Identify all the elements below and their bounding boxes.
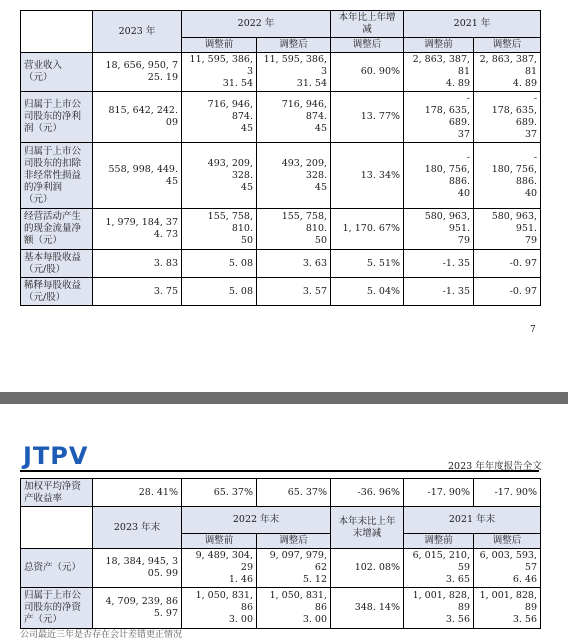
cell-2023: 3. 75 [93, 278, 182, 306]
cell-change: 348. 14% [331, 588, 404, 629]
row-label: 稀释每股收益 （元/股） [21, 278, 93, 306]
cell-2022-before: 493, 209, 328. 45 [182, 143, 257, 209]
corner-cell [21, 507, 93, 549]
header-change: 本年比上年增 减 [331, 11, 404, 38]
cell-2023: 18, 384, 945, 3 05. 99 [93, 549, 182, 588]
header-2021-after: 调整后 [474, 534, 541, 549]
cell-2022-before: 155, 758, 810. 50 [182, 209, 257, 250]
table-row [21, 250, 541, 278]
table-row [21, 53, 541, 92]
header-2021: 2021 年 [404, 11, 541, 38]
row-label: 归属于上市公 司股东的净资 产（元） [21, 588, 93, 629]
cell-change: 5. 04% [331, 278, 404, 306]
header-2021-before: 调整前 [404, 38, 474, 53]
header-2023: 2023 年 [93, 11, 182, 53]
cell-2021-before: 580, 963, 951. 79 [404, 209, 474, 250]
footnote-text: 公司最近三年是否存在会计差错更正情况 [20, 630, 183, 640]
row-label: 归属于上市公 司股东的扣除 非经常性损益 的净利润 （元） [21, 143, 93, 209]
key-financials-table [20, 10, 541, 306]
corner-cell [21, 11, 93, 53]
cell-2021-after: -0. 97 [474, 250, 541, 278]
cell-2023: 558, 998, 449. 45 [93, 143, 182, 209]
row-label: 营业收入 （元） [21, 53, 93, 92]
cell-2022-after: 3. 63 [257, 250, 331, 278]
page-number: 7 [530, 325, 536, 335]
header-change-after: 调整后 [331, 38, 404, 53]
company-logo [23, 442, 95, 470]
cell-2022-before: 11, 595, 386, 3 31. 54 [182, 53, 257, 92]
cell-2022-after: 3. 57 [257, 278, 331, 306]
cell-2023: 28. 41% [93, 479, 182, 507]
cell-2022-after: 11, 595, 386, 3 31. 54 [257, 53, 331, 92]
cell-2022-after: 155, 758, 810. 50 [257, 209, 331, 250]
header-2022-after: 调整后 [257, 534, 331, 549]
cell-2022-before: 5. 08 [182, 250, 257, 278]
row-label: 总资产（元） [21, 549, 93, 588]
cell-2021-after: - 178, 635, 689. 37 [474, 92, 541, 143]
header-2022-before: 调整前 [182, 534, 257, 549]
cell-2021-before: -17. 90% [404, 479, 474, 507]
cell-2021-after: 1, 001, 828, 89 3. 56 [474, 588, 541, 629]
cell-change: 60. 90% [331, 53, 404, 92]
cell-2022-before: 1, 050, 831, 86 3. 00 [182, 588, 257, 629]
cell-2023: 3. 83 [93, 250, 182, 278]
cell-change: 5. 51% [331, 250, 404, 278]
row-label: 基本每股收益 （元/股） [21, 250, 93, 278]
table-row [21, 209, 541, 250]
key-financials-table-continued [20, 478, 541, 629]
cell-2021-before: 6, 015, 210, 59 3. 65 [404, 549, 474, 588]
row-label: 归属于上市公 司股东的净利 润（元） [21, 92, 93, 143]
table-row [21, 479, 541, 507]
cell-change: -36. 96% [331, 479, 404, 507]
cell-2021-before: -1. 35 [404, 278, 474, 306]
cell-2022-after: 65. 37% [257, 479, 331, 507]
cell-2021-after: 6, 003, 593, 57 6. 46 [474, 549, 541, 588]
header-2021-end: 2021 年末 [404, 507, 541, 534]
cell-2021-before: - 180, 756, 886. 40 [404, 143, 474, 209]
logo-text: JTPV [23, 442, 89, 470]
header-2022-end: 2022 年末 [182, 507, 331, 534]
header-2023-end: 2023 年末 [93, 507, 182, 549]
cell-2021-after: 580, 963, 951. 79 [474, 209, 541, 250]
report-title: 2023 年年度报告全文 [448, 461, 542, 472]
cell-2022-after: 1, 050, 831, 86 3. 00 [257, 588, 331, 629]
cell-2022-before: 5. 08 [182, 278, 257, 306]
cell-2021-after: -0. 97 [474, 278, 541, 306]
cell-change: 13. 77% [331, 92, 404, 143]
cell-2021-after: -17. 90% [474, 479, 541, 507]
header-rule [20, 470, 539, 472]
cell-change: 1, 170. 67% [331, 209, 404, 250]
table-row [21, 278, 541, 306]
cell-2022-after: 9, 097, 979, 62 5. 12 [257, 549, 331, 588]
header-2022-before: 调整前 [182, 38, 257, 53]
cell-2021-before: 2, 863, 387, 81 4. 89 [404, 53, 474, 92]
cell-2021-before: - 178, 635, 689. 37 [404, 92, 474, 143]
cell-2021-before: -1. 35 [404, 250, 474, 278]
cell-2023: 1, 979, 184, 37 4. 73 [93, 209, 182, 250]
cell-2022-after: 716, 946, 874. 45 [257, 92, 331, 143]
cell-2023: 815, 642, 242. 09 [93, 92, 182, 143]
cell-2022-before: 9, 489, 304, 29 1. 46 [182, 549, 257, 588]
table-row [21, 92, 541, 143]
header-2022-after: 调整后 [257, 38, 331, 53]
cell-2022-before: 716, 946, 874. 45 [182, 92, 257, 143]
header-2022: 2022 年 [182, 11, 331, 38]
table-row [21, 549, 541, 588]
cell-change: 102. 08% [331, 549, 404, 588]
row-label: 加权平均净资 产收益率 [21, 479, 93, 507]
page-break [0, 392, 568, 404]
row-label: 经营活动产生 的现金流量净 额（元） [21, 209, 93, 250]
header-change-end: 本年末比上年 末增减 [331, 507, 404, 549]
cell-2021-after: - 180, 756, 886. 40 [474, 143, 541, 209]
table-row [21, 143, 541, 209]
cell-2022-before: 65. 37% [182, 479, 257, 507]
cell-2023: 18, 656, 950, 7 25. 19 [93, 53, 182, 92]
cell-change: 13. 34% [331, 143, 404, 209]
cell-2021-before: 1, 001, 828, 89 3. 56 [404, 588, 474, 629]
table-row [21, 588, 541, 629]
cell-2023: 4, 709, 239, 86 5. 97 [93, 588, 182, 629]
header-2021-after: 调整后 [474, 38, 541, 53]
header-2021-before: 调整前 [404, 534, 474, 549]
cell-2022-after: 493, 209, 328. 45 [257, 143, 331, 209]
cell-2021-after: 2, 863, 387, 81 4. 89 [474, 53, 541, 92]
